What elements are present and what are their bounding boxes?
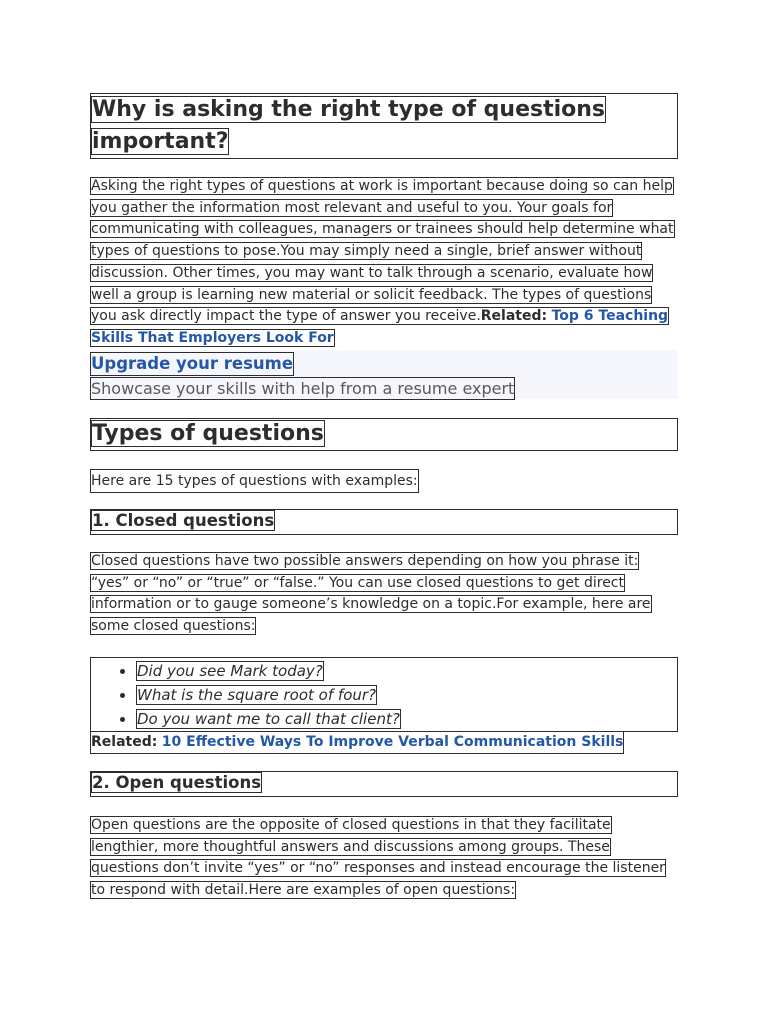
heading-closed-text: 1. Closed questions <box>92 511 275 530</box>
related-verbal-communication <box>90 731 624 754</box>
promo-subtitle: Showcase your skills with help from a resume expert <box>91 379 515 398</box>
para-open <box>90 815 678 902</box>
related-link-verbal-communication[interactable]: 10 Effective Ways To Improve Verbal Communication Skills <box>161 734 624 750</box>
intro-line <box>90 469 419 493</box>
para-closed-text: Closed questions have two possible answers depending on how you phrase it: “yes” or “no” or “true” or “false.” You can use closed questions to get direct information or to gauge someone’s knowledge on a topic.For example, here are some closed questions: <box>91 553 651 635</box>
para-importance-text: Asking the right types of questions at work is important because doing so can help you gather the information most relevant and useful to you. Your goals for communicating with colleagues, managers or trainees should help determine what types of questions to pose.You may simply need a single, brief answer without discussion. Other times, you may want to talk through a scenario, evaluate how well a group is learning new material or solicit feedback. The types of questions you ask directly impact the type of answer you receive. <box>91 178 674 325</box>
heading-types-of-questions <box>90 418 678 451</box>
related-link-teaching-skills[interactable]: Top 6 Teaching Skills That Employers Look For <box>91 308 669 346</box>
para-open-text: Open questions are the opposite of closed questions in that they facilitate lengthier, more thoughtful answers and discussions among groups. These questions don’t invite “yes” or “no” responses and instead encourage the listener to respond with detail.Here are examples of open questions: <box>91 817 665 899</box>
intro-text: Here are 15 types of questions with examples: <box>90 469 419 493</box>
heading-closed-questions <box>90 509 678 535</box>
closed-examples-list <box>90 657 678 732</box>
heading-types-text: Types of questions <box>92 421 324 446</box>
related-label: Related: <box>480 308 548 325</box>
promo-title[interactable]: Upgrade your resume <box>90 352 294 376</box>
para-importance <box>90 176 678 350</box>
related-label-2: Related: <box>91 734 158 750</box>
heading-open-questions <box>90 771 678 797</box>
heading-why-questions-text: Why is asking the right type of questions important? <box>92 97 606 154</box>
list-item: • Did you see Mark today? <box>136 659 677 683</box>
heading-open-text: 2. Open questions <box>92 773 262 792</box>
list-item: • What is the square root of four? <box>136 683 677 707</box>
heading-why-questions <box>90 93 678 159</box>
list-item: • Do you want me to call that client? <box>136 707 677 731</box>
para-closed <box>90 551 678 638</box>
